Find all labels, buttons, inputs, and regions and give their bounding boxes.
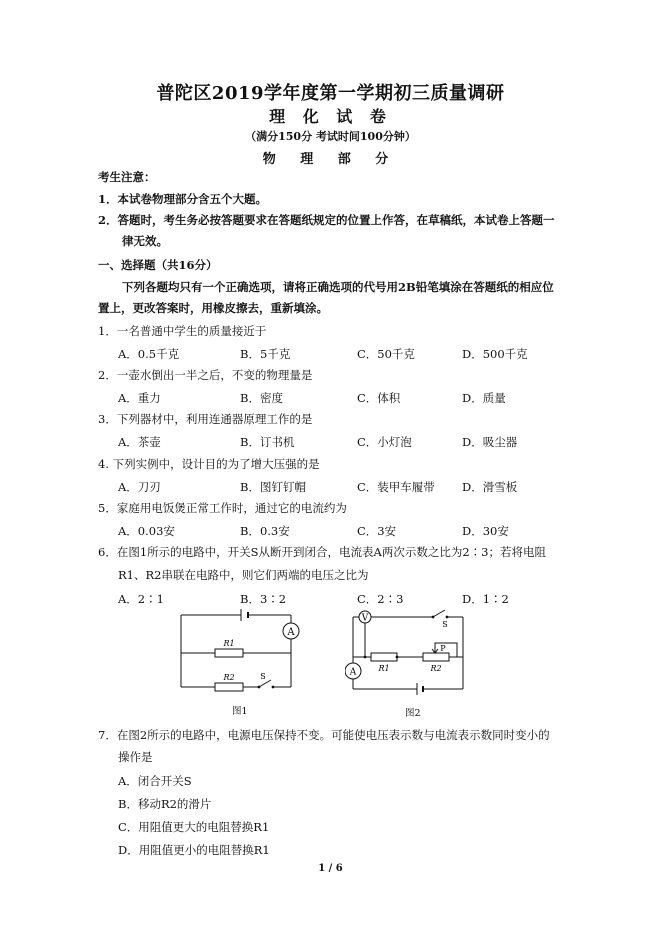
question-4-stem: 4. 下列实例中，设计目的为了增大压强的是 [98,457,320,471]
fig2-slider-label: P [440,644,446,653]
q2-option-a: A．重力 [118,391,161,405]
question-5-stem: 5．家庭用电饭煲正常工作时，通过它的电流约为 [98,501,347,515]
q1-option-c: C．50千克 [357,347,415,361]
fig1-ammeter-label: A [287,627,295,638]
q3-option-b: B．订书机 [240,435,295,449]
question-7-stem-1: 7．在图2所示的电路中，电源电压保持不变。可能使电压表示数与电流表示数同时变小的 [98,728,550,742]
q5-option-a: A．0.03安 [118,524,175,538]
q2-option-d: D．质量 [462,391,506,405]
part1-instruction-2: 置上，更改答案时，用橡皮擦去，重新填涂。 [98,301,328,315]
q5-option-d: D．30安 [462,524,509,538]
q7-option-c: C．用阻值更大的电阻替换R1 [118,820,270,834]
q2-option-c: C．体积 [357,391,401,405]
q7-option-d: D．用阻值更小的电阻替换R1 [118,843,270,857]
page-title: 普陀区2019学年度第一学期初三质量调研 [156,83,505,104]
q1-option-a: A．0.5千克 [118,347,180,361]
q4-option-a: A．刀刃 [118,480,161,494]
question-7-stem-2: 操作是 [118,750,153,764]
question-2-stem: 2．一壶水倒出一半之后，不变的物理量是 [98,368,313,382]
figure-2-caption: 图2 [405,708,421,719]
q6-option-c: C．2∶3 [357,592,404,606]
q5-option-c: C．3安 [357,524,397,538]
notice-item-2: 2．答题时，考生务必按答题要求在答题纸规定的位置上作答，在草稿纸，本试卷上答题一 [98,213,555,227]
question-6-stem-2: R1、R2串联在电路中，则它们两端的电压之比为 [118,568,369,582]
part1-heading: 一、选择题（共16分） [98,258,218,272]
question-1-stem: 1．一名普通中学生的质量接近于 [98,324,267,338]
fig1-r1-label: R1 [223,639,235,648]
q6-option-d: D．1∶2 [462,592,509,606]
fig1-switch-label: S [260,672,266,681]
switch-s [259,680,271,687]
fig2-switch-label: S [442,620,448,629]
q6-option-b: B．3∶2 [240,592,287,606]
resistor-r2 [215,683,243,691]
notice-item-2-cont: 律无效。 [122,234,168,248]
q6-option-a: A．2∶1 [118,592,164,606]
page-number: 1 / 6 [318,863,343,874]
fig2-r1-label: R1 [378,664,390,673]
score-time-note: （满分150分 考试时间100分钟） [245,130,416,143]
question-3-stem: 3．下列器材中，利用连通器原理工作的是 [98,412,313,426]
q1-option-b: B．5千克 [240,347,291,361]
question-6-stem-1: 6．在图1所示的电路中，开关S从断开到闭合，电流表A两次示数之比为2∶3；若将电阻 [98,545,546,559]
fig1-r2-label: R2 [223,673,235,682]
figure-1-circuit [175,607,305,699]
resistor-r1 [215,649,243,657]
q3-option-d: D．吸尘器 [462,435,518,449]
figure-2-circuit [345,605,475,701]
fig2-ammeter-label: A [349,667,357,678]
q3-option-a: A．茶壶 [118,435,161,449]
figure-1-caption: 图1 [232,706,248,717]
q1-option-d: D．500千克 [462,347,528,361]
part1-instruction-1: 下列各题均只有一个正确选项，请将正确选项的代号用2B铅笔填涂在答题纸的相应位 [122,280,554,294]
switch-s [433,610,445,617]
resistor-r1 [371,653,397,661]
fig2-voltmeter-label: V [361,613,369,624]
section-title: 物 理 部 分 [262,152,399,167]
q7-option-a: A．闭合开关S [118,774,192,788]
q4-option-d: D．滑雪板 [462,480,518,494]
fig2-r2-label: R2 [430,664,442,673]
q4-option-b: B．图钉钉帽 [240,480,306,494]
q7-option-b: B．移动R2的滑片 [118,797,212,811]
q3-option-c: C．小灯泡 [357,435,412,449]
q5-option-b: B．0.3安 [240,524,290,538]
notice-heading: 考生注意： [98,170,156,184]
q2-option-b: B．密度 [240,391,283,405]
notice-item-1: 1．本试卷物理部分含五个大题。 [98,192,267,206]
paper-subtitle: 理 化 试 卷 [269,107,392,126]
q4-option-c: C．装甲车履带 [357,480,435,494]
resistor-r2 [423,653,449,661]
